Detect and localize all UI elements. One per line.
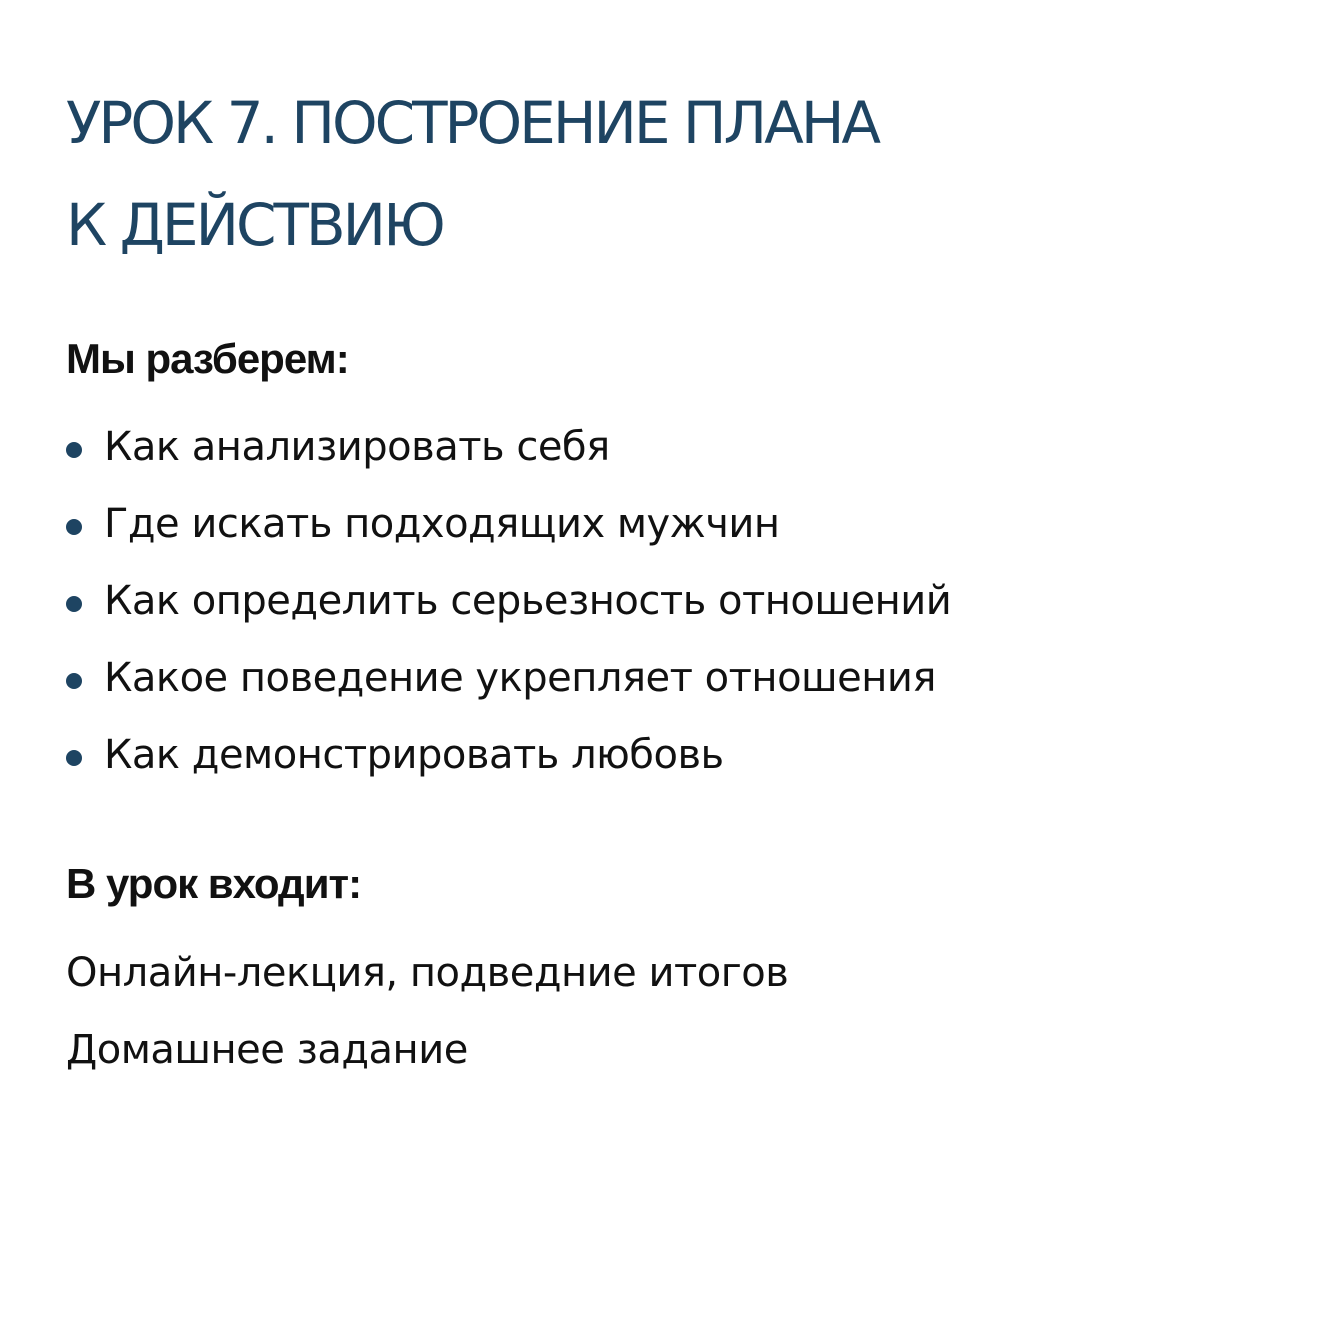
included-text: Онлайн-лекция, подведние итогов — [66, 949, 789, 996]
topic-text: Как анализировать себя — [104, 423, 610, 470]
bullet-icon — [66, 750, 82, 766]
topics-list — [66, 408, 951, 793]
topic-text: Как демонстрировать любовь — [104, 731, 724, 778]
topic-text: Где искать подходящих мужчин — [104, 500, 780, 547]
topic-item — [66, 639, 951, 716]
bullet-icon — [66, 442, 82, 458]
bullet-icon — [66, 596, 82, 612]
lesson-title-line-2: К ДЕЙСТВИЮ — [66, 191, 443, 259]
lesson-title — [66, 72, 878, 276]
lesson-title-line-1: УРОК 7. ПОСТРОЕНИЕ ПЛАНА — [66, 89, 879, 157]
included-item — [66, 1011, 788, 1088]
topic-item — [66, 485, 951, 562]
topic-text: Как определить серьезность отношений — [104, 577, 952, 624]
topic-item — [66, 408, 951, 485]
bullet-icon — [66, 519, 82, 535]
topics-heading: Мы разберем: — [66, 335, 349, 382]
topic-item — [66, 562, 951, 639]
topic-item — [66, 716, 951, 793]
included-list — [66, 934, 788, 1088]
topic-text: Какое поведение укрепляет отношения — [104, 654, 936, 701]
included-heading: В урок входит: — [66, 860, 362, 907]
included-item — [66, 934, 788, 1011]
included-text: Домашнее задание — [66, 1026, 468, 1073]
bullet-icon — [66, 673, 82, 689]
